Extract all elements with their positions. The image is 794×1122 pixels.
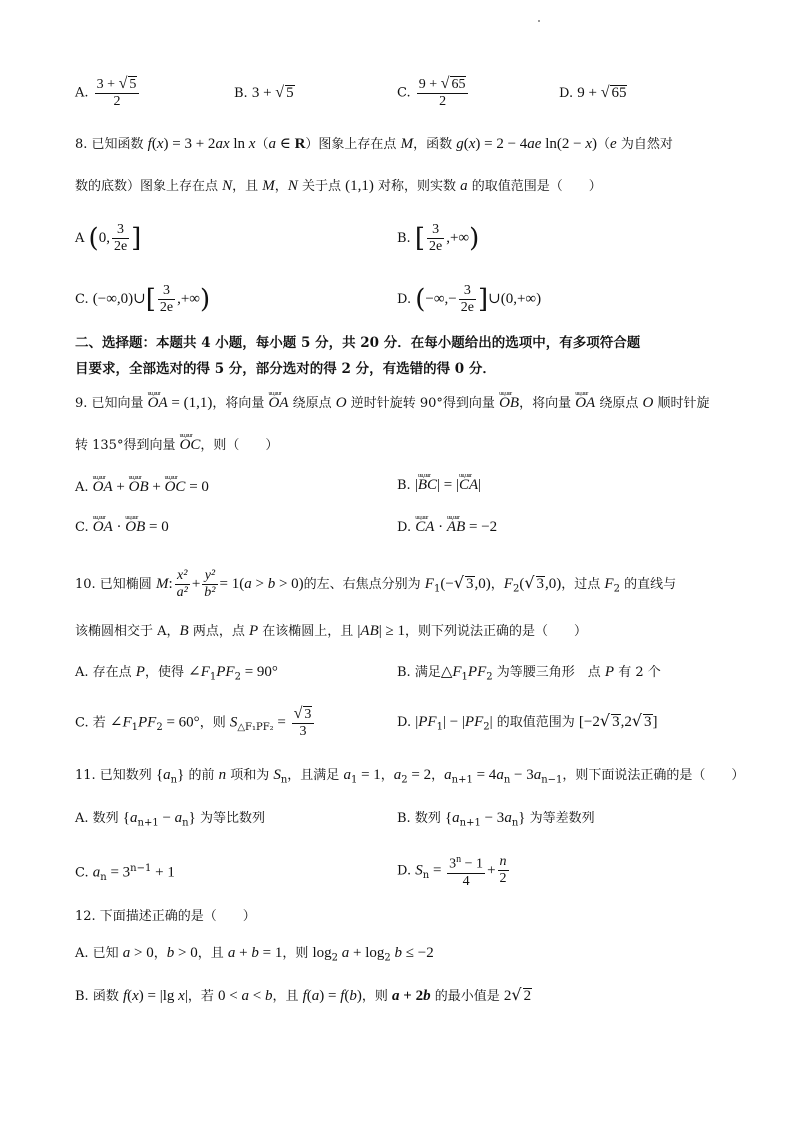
q8-option-b: B. [ $\frac{3}{2e}$ ,+∞)	[397, 222, 480, 254]
q11-option-c: C. $a_n = 3^{n-1} + 1$	[75, 863, 175, 883]
q12-option-b: B. 函数 f(x) = |lg x|，若 0 < a < b，且 f(a) = f(b)，则 a + 2b 的最小值是 2√ 2	[75, 985, 532, 1004]
section2-header-line2: 目要求，全部选对的得 5 分，部分选对的得 2 分，有选错的得 0 分．	[75, 361, 496, 377]
q9-option-c: C. uu,uur OA · uu,uur OB = 0	[75, 518, 169, 537]
q8-option-d: D. (−∞,− $\frac{3}{2e}$ ]∪(0,+∞)	[397, 283, 542, 315]
q8-option-c: C. (−∞,0)∪[ $\frac{3}{2e}$ ,+∞)	[75, 283, 211, 315]
q11-option-a: A. 数列 $\{a_{n+1} - a_n\}$ 为等比数列	[75, 810, 265, 829]
q11-stem: 11. 已知数列 $\{a_n\}$ 的前 n 项和为 $S_n$，且满足 $a_1 = 1$，$a_2 = 2$，$a_{n+1} = 4a_n - 3a_{n-1}$，则下面说法正确的是（ ）	[75, 767, 745, 786]
section2-header-line1: 二、选择题：本题共 4 小题，每小题 5 分，共 20 分．在每小题给出的选项中，有多项符合题	[75, 335, 641, 351]
q7-option-a: A. $\frac{3 + √ 5}{2}$	[75, 76, 141, 110]
q12-stem: 12. 下面描述正确的是（ ）	[75, 909, 256, 924]
q9-stem-line1: 9. 已知向量 uu,uur OA = (1,1)，将向量 uu,uur OA 绕原点 O 逆时针旋转 90°得到向量 uu,uur OB，将向量 uu,uur OA 绕原点 O 顺时针旋	[75, 394, 709, 413]
q7-option-c: C. $\frac{9 + √ 65}{2}$	[397, 76, 470, 110]
speck	[538, 20, 540, 22]
q8-stem-line2: 数的底数）图象上存在点 N，且 M，N 关于点 (1,1) 对称，则实数 a 的取值范围是（ ）	[75, 178, 602, 194]
q12-option-a: A. 已知 a > 0，b > 0，且 a + b = 1，则 $\log_2 a + \log_2 b \le -2$	[75, 945, 434, 964]
q7-option-d: D. 9 + √ 65	[559, 84, 627, 101]
q7-option-b: B. 3 + √ 5	[234, 84, 294, 101]
q11-option-d: D. $S_n$ = $\frac{3^n - 1}{4}$ + $\frac{n}{2}$	[397, 854, 507, 889]
q8-option-a: A (0, $\frac{3}{2e}$ ]	[75, 222, 142, 254]
q10-stem-line2: 该椭圆相交于 A，B 两点，点 P 在该椭圆上，且 |AB| ≥ 1，则下列说法正确的是（ ）	[75, 623, 588, 639]
q9-option-a: A. uu,uur OA + uu,uur OB + uu,uur OC = 0	[75, 478, 209, 497]
q10-stem-line1: 10. 已知椭圆 M: $\frac{\text{x²}}{\text{a²}}$ + $\frac{\text{y²}}{\text{b²}}$ = 1(a > b > 0)的左、右焦点分别为 $F_1(-√$ 3,0)，$F_2(√$ 3,0)，过点 $F_2$ 的直线与	[75, 568, 677, 600]
q10-option-a: A. 存在点 P，使得 $\angle F_1PF_2 = 90^\circ$	[75, 664, 278, 683]
q10-option-c: C. 若 $\angle F_1PF_2 = 60^\circ$，则 $S_{\triangle F_1PF_2}$ = $\frac{√ 3}{3}$	[75, 706, 316, 740]
q11-option-b: B. 数列 $\{a_{n+1} - 3a_n\}$ 为等差数列	[397, 810, 595, 829]
q9-stem-line2: 转 135°得到向量 uu,uur OC，则（ ）	[75, 436, 278, 455]
q8-stem-line1: 8. 已知函数 f(x) = 3 + 2ax ln x（a ∈ R）图象上存在点 M，函数 g(x) = 2 − 4ae ln(2 − x)（e 为自然对	[75, 136, 673, 152]
q10-option-d: D. $|PF_1| - |PF_2|$ 的取值范围为 [−2√ 3,2√ 3]	[397, 711, 658, 733]
q9-option-d: D. uu,uur CA · uu,uur AB = −2	[397, 518, 497, 537]
q10-option-b: B. 满足$\triangle F_1PF_2$ 为等腰三角形 点 P 有 2 个	[397, 664, 661, 683]
q9-option-b: B. |uu,uur BC| = |uu,uur CA|	[397, 476, 481, 495]
